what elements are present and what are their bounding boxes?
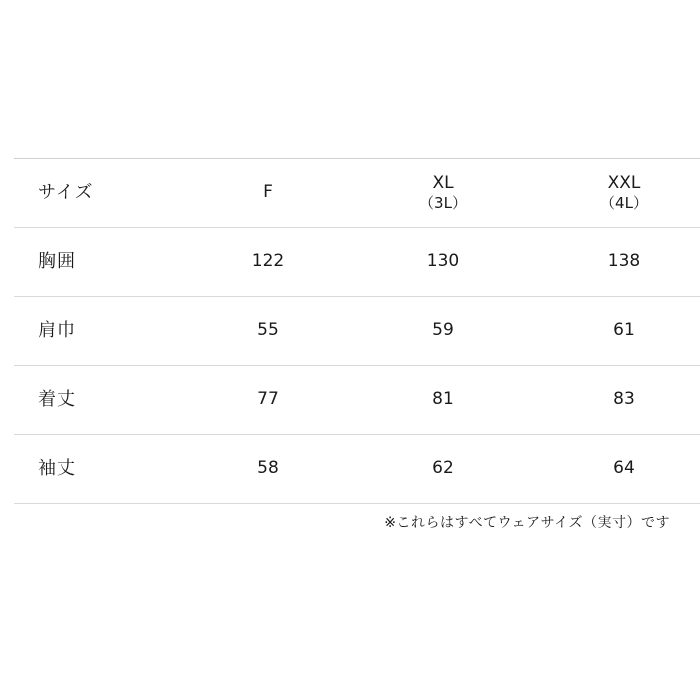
row-label-sleeve: 袖丈	[38, 457, 76, 479]
column-header-xxl-sub: （4L）	[600, 194, 648, 213]
size-table	[14, 158, 700, 504]
table-header-row	[14, 159, 700, 228]
cell-sleeve-xxl: 64	[613, 458, 635, 479]
table-row	[14, 228, 700, 297]
row-label-chest: 胸囲	[38, 250, 76, 272]
column-header-xl	[348, 159, 538, 228]
column-header-xl-sub: （3L）	[419, 194, 467, 213]
column-header-xl-main: XL	[432, 173, 454, 193]
cell-length-xxl: 83	[613, 389, 635, 410]
table-header	[14, 159, 700, 228]
column-header-size	[14, 159, 188, 228]
cell-chest-xl: 130	[426, 251, 460, 272]
column-header-f	[188, 159, 348, 228]
row-label-shoulder: 肩巾	[38, 319, 76, 341]
column-header-xxl	[538, 159, 700, 228]
table-row	[14, 366, 700, 435]
cell-shoulder-xxl: 61	[613, 320, 635, 341]
cell-shoulder-xl: 59	[432, 320, 454, 341]
cell-sleeve-xl: 62	[432, 458, 454, 479]
size-table-container	[14, 158, 686, 504]
column-header-size-main: サイズ	[38, 181, 94, 203]
table-row	[14, 297, 700, 366]
cell-sleeve-f: 58	[257, 458, 279, 479]
cell-shoulder-f: 55	[257, 320, 279, 341]
row-label-length: 着丈	[38, 388, 76, 410]
cell-chest-f: 122	[251, 251, 285, 272]
column-header-f-main: F	[263, 182, 273, 203]
cell-chest-xxl: 138	[607, 251, 641, 272]
table-row	[14, 435, 700, 504]
table-body	[14, 228, 700, 504]
column-header-xxl-main: XXL	[607, 173, 641, 193]
cell-length-xl: 81	[432, 389, 454, 410]
cell-length-f: 77	[257, 389, 279, 410]
size-note: ※これらはすべてウェアサイズ（実寸）です	[384, 515, 670, 531]
